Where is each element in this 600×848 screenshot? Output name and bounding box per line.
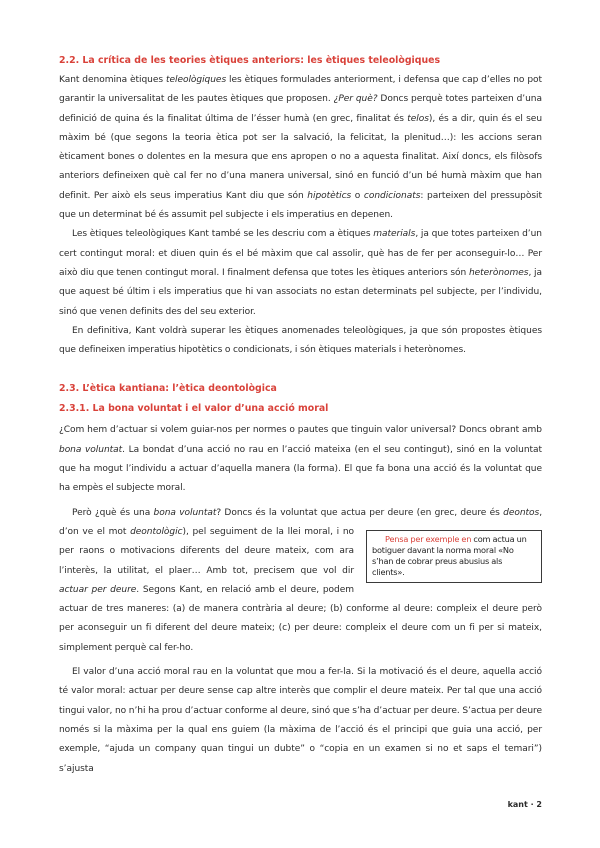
- section-2-3-1-subheading: 2.3.1. La bona voluntat i el valor d’una acció moral: [59, 403, 329, 415]
- section-2-3-1-paragraph-2: Però ¿què és una bona voluntat? Doncs és la voluntat que actua per deure (en grec, deure és deontos, d’on ve el mot Pensa per exemple en com actua un botiguer davant la norma moral «No s’han de cobrar preus abusius als clients». deontològic), pel seguiment de la llei moral, i no per raons o motivacions diferents del deure mateix, com ara l’interès, la utilitat, el plaer… Amb tot, precisem que vol dir actuar per deure. Segons Kant, en relació amb el deure, podem actuar de tres maneres: (a) de manera contrària al deure; (b) conforme al deure: compleix el deure però per aconseguir un fi diferent del deure mateix; (c) per deure: compleix el deure com un fi per si mateix, simplement perquè cal fer-ho.: [59, 507, 543, 653]
- page-footer: kant · 2: [507, 800, 542, 809]
- margin-note-callout: Pensa per exemple en com actua un botiguer davant la norma moral «No s’han de cobrar preus abusius als clients».: [366, 530, 542, 583]
- section-2-3-1-paragraph-3: El valor d’una acció moral rau en la voluntat que mou a fer-la. Si la motivació és el deure, aquella acció té valor moral: actuar per deure sense cap altre interès que complir el deure mateix. Per tal que una acció tingui valor, no n’hi ha prou d’actuar conforme al deure, sinó que s’ha d’actuar per deure. S’actua per deure només si la màxima per la qual ens guiem (la màxima de l’acció és el principi que guia una acció, per exemple, “ajuda un company quan tingui un dubte” o “copia en un examen si no et saps el temari”) s’ajusta: [59, 667, 542, 774]
- section-2-2-heading: 2.2. La crítica de les teories ètiques anteriors: les ètiques teleològiques: [59, 55, 441, 66]
- section-2-2-paragraph-1: Kant denomina ètiques teleològiques les ètiques formulades anteriorment, i defensa que cap d’elles no pot garantir la universalitat de les pautes ètiques que proposen. ¿Per què? Doncs perquè totes parteixen d’una definició de quina és la finalitat última de l’ésser humà (en grec, finalitat és telos), és a dir, quin és el seu màxim bé (que segons la teoria ètica pot ser la salvació, la felicitat, la plenitud…): les accions seran èticament bones o dolentes en la mesura que ens apropen o no a aquesta finalitat. Així doncs, els filòsofs anteriors defineixen què cal fer no d’una manera universal, sinó en funció d’un bé humà màxim que han definit. Per això els seus imperatius Kant diu que són hipotètics o condicionats: parteixen del pressupòsit que un determinat bé és assumit pel subjecte i els imperatius en depenen.: [59, 75, 542, 221]
- section-2-3-1-paragraph-1: ¿Com hem d’actuar si volem guiar-nos per normes o pautes que tinguin valor universal? Doncs obrant amb bona voluntat. La bondat d’una acció no rau en l’acció mateixa (en el seu contingut), sinó en la voluntat que ha mogut l’individu a actuar d’aquella manera (la forma). El que fa bona una acció és la voluntat que ha empès el subjecte moral.: [59, 425, 542, 494]
- page-body: [59, 54, 542, 779]
- section-2-3-heading: 2.3. L’ètica kantiana: l’ètica deontològica: [59, 383, 277, 395]
- section-2-2-paragraph-2: Les ètiques teleològiques Kant també se les descriu com a ètiques materials, ja que totes parteixen d’un cert contingut moral: et diuen quin és el bé màxim que cal assolir, què has de fer per aconseguir-lo… Per això diu que tenen contingut moral. I finalment defensa que totes les ètiques anteriors són heterònomes, ja que aquest bé últim i els imperatius que hi van associats no estan determinats pel subjecte, per l’individu, sinó que venen definits des del seu exterior.: [59, 229, 542, 317]
- section-2-2-paragraph-3: En definitiva, Kant voldrà superar les ètiques anomenades teleològiques, ja que són propostes ètiques que defineixen imperatius hipotètics o condicionats, i són ètiques materials i heterònomes.: [59, 325, 542, 356]
